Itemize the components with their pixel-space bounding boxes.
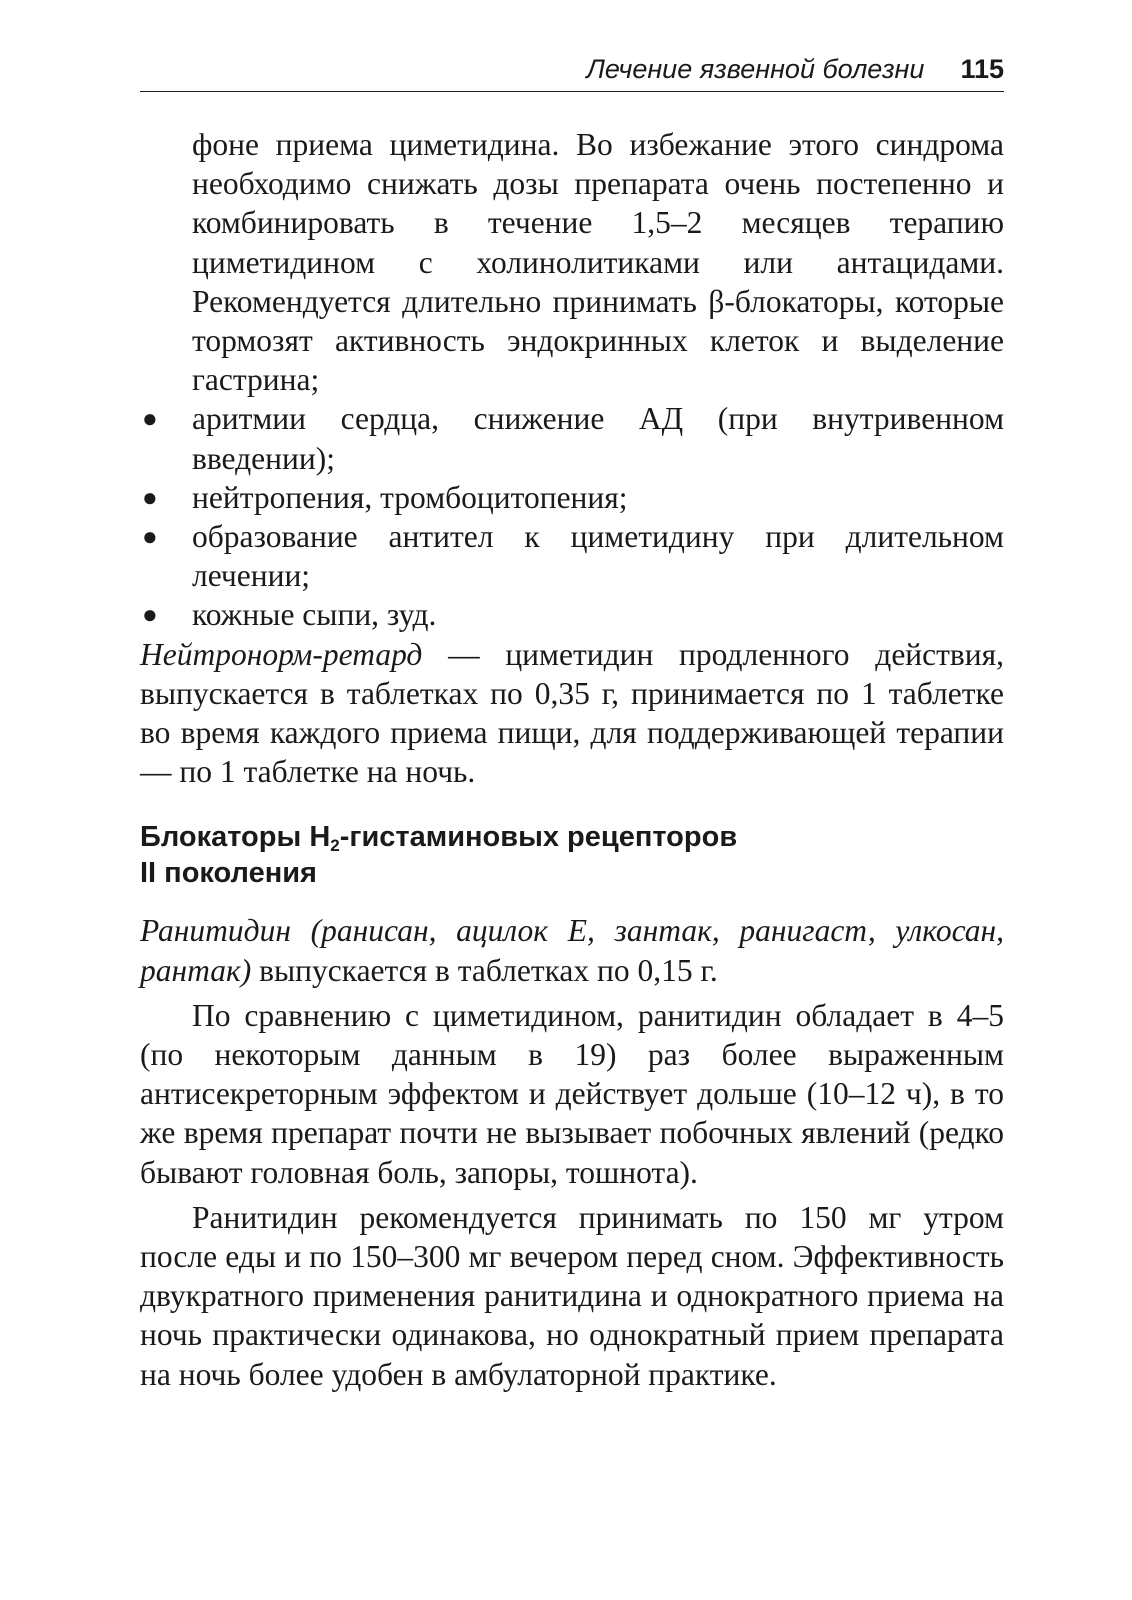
dosage-paragraph: Ранитидин рекомендуется принимать по 150 мг утром после еды и по 150–300 мг вечером перед сном. Эффективность двукратного применения ранитидина и однократного приема на ночь практически одинакова, но однократный прием препарата на ночь более удобен в амбулаторной практике. <box>140 1199 1004 1392</box>
bullet-icon: ● <box>142 600 158 630</box>
drug-form: выпускается в таблетках по 0,15 г. <box>251 952 718 988</box>
list-item-text: нейтропения, тромбоцитопения; <box>192 479 628 515</box>
list-item <box>140 517 1004 595</box>
comparison-paragraph: По сравнению с циметидином, ранитидин обладает в 4–5 (по некоторым данным в 19) раз более выраженным антисекреторным эффектом и действует дольше (10–12 ч), в то же время препарат почти не вызывает побочных явлений (редко бывают головная боль, запоры, тошнота). <box>140 997 1004 1190</box>
list-item-text: кожные сыпи, зуд. <box>192 597 437 633</box>
page-body <box>140 125 1004 1394</box>
list-item-text: образование антител к циметидину при длительном лечении; <box>192 519 1004 594</box>
book-page <box>140 0 1004 1600</box>
bullet-icon: ● <box>142 404 158 434</box>
drug-name: Нейтронорм-ретард <box>140 636 423 672</box>
neutronorm-paragraph <box>140 635 1004 792</box>
list-item <box>140 595 1004 634</box>
continuation-paragraph: фоне приема циметидина. Во избежание этого синдрома необходимо снижать дозы препарата очень постепенно и комбинировать в течение 1,5–2 месяцев терапию циметидином с холинолитиками или антацидами. Рекомендуется длительно принимать β-блокаторы, которые тормозят активность эндокринных клеток и выделение гастрина; <box>192 127 1004 398</box>
page-number: 115 <box>960 54 1004 84</box>
heading-part2: -гистаминовых рецепторов <box>339 821 738 854</box>
bullet-icon: ● <box>142 522 158 552</box>
heading-line2: II поколения <box>140 857 317 890</box>
running-header <box>140 48 1004 92</box>
side-effects-list <box>140 399 1004 634</box>
heading-subscript: 2 <box>330 836 340 856</box>
ranitidine-intro-paragraph <box>140 911 1004 989</box>
drug-description: — циметидин продленного действия, выпускается в таблетках по 0,35 г, принимается по 1 таблетке во время каждого приема пищи, для поддерживающей терапии — по 1 таблетке на ночь. <box>140 636 1004 790</box>
running-title: Лечение язвенной болезни <box>586 54 925 84</box>
list-item <box>140 399 1004 477</box>
heading-part1: Блокаторы Н <box>140 821 331 854</box>
list-item-text: аритмии сердца, снижение АД (при внутривенном введении); <box>192 401 1004 476</box>
list-item <box>140 478 1004 517</box>
drug-names: Ранитидин (ранисан, ацилок Е, зантак, ранигаст, улкосан, рантак) <box>140 913 1004 988</box>
bullet-icon: ● <box>142 482 158 512</box>
section-heading <box>140 819 1004 891</box>
